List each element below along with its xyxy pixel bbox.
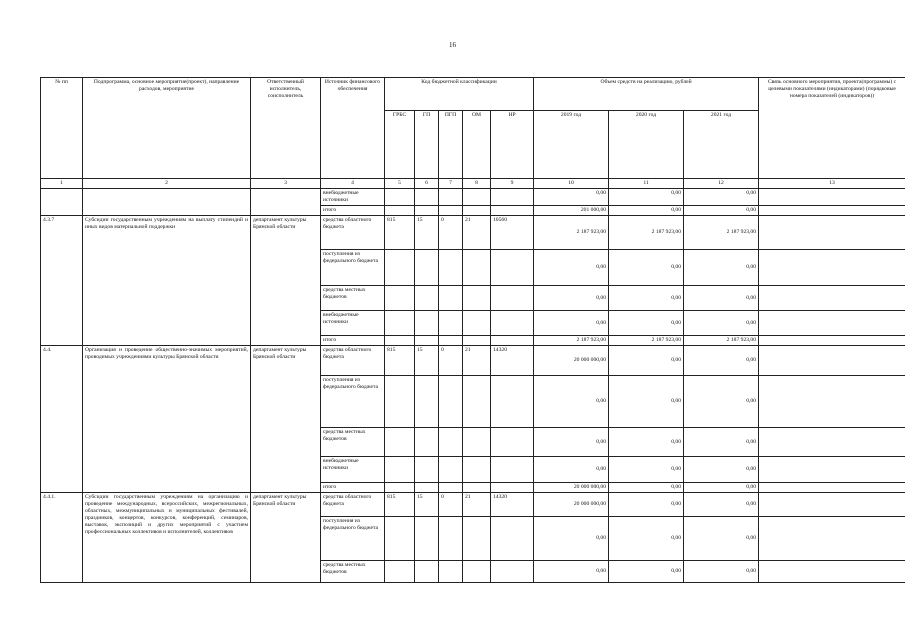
col-number: 6 — [415, 179, 439, 189]
header-om: ОМ — [463, 111, 491, 179]
table-row — [41, 346, 905, 376]
total-cell: 2 187 923,00 — [609, 336, 684, 346]
total-cell: 0,00 — [684, 206, 759, 216]
col-number: 9 — [491, 179, 534, 189]
header-np: НР — [491, 111, 534, 179]
source-label: средства областного бюджета — [321, 216, 385, 250]
amount-cell: 0,00 — [534, 286, 609, 311]
source-label: поступления из федерального бюджета — [321, 517, 385, 561]
amount-cell: 2 187 923,00 — [684, 216, 759, 250]
table-row — [41, 216, 905, 250]
header-2020: 2020 год — [609, 111, 684, 179]
total-cell: 201 000,00 — [534, 206, 609, 216]
item-name: Субсидии государственным учреждениям на выплату стипендий и иных видов материальной поддержки — [83, 216, 251, 346]
amount-cell: 0,00 — [684, 457, 759, 483]
amount-cell: 0,00 — [534, 561, 609, 583]
item-responsible: департамент культуры Брянской области — [251, 346, 321, 493]
pgp-cell: 0 — [439, 216, 463, 250]
amount-cell: 0,00 — [609, 493, 684, 517]
source-label: внебюджетные источники — [321, 189, 385, 206]
amount-cell: 0,00 — [534, 311, 609, 336]
amount-cell: 0,00 — [534, 428, 609, 457]
total-cell: 2 187 923,00 — [534, 336, 609, 346]
page-number: 16 — [449, 41, 456, 49]
amount-cell: 0,00 — [609, 311, 684, 336]
header-link: Связь основного мероприятия, проекта(программы) с целевыми показателями (индикаторами) (порядковые номера показателей (индикаторов)) — [759, 78, 905, 179]
header-responsible: Ответственный исполнитель, соисполнитель — [251, 78, 321, 179]
budget-table — [40, 77, 905, 583]
source-label: средства местных бюджетов — [321, 428, 385, 457]
item-name: Организация и проведение общественно-значимых мероприятий, проводимых учреждениями культуры Брянской области — [83, 346, 251, 493]
header-volume: Объем средств на реализацию, рублей — [534, 78, 759, 111]
grbs-cell: 815 — [385, 493, 415, 517]
np-cell: 14320 — [491, 493, 534, 517]
item-number: 4.4.1. — [41, 493, 83, 583]
col-number: 8 — [463, 179, 491, 189]
source-label: средства местных бюджетов — [321, 286, 385, 311]
np-cell: 10560 — [491, 216, 534, 250]
amount-cell: 0,00 — [609, 376, 684, 428]
om-cell: 21 — [463, 346, 491, 376]
header-row-1 — [41, 78, 905, 111]
om-cell: 21 — [463, 493, 491, 517]
total-cell: 0,00 — [609, 483, 684, 493]
om-cell: 21 — [463, 216, 491, 250]
item-name: Субсидии государственным учреждениям на организацию и проведение международных, всероссийских, межрегиональных, областных, межмуниципальных и муниципальных фестивалей, праздников, концертов, конкурсов, конференций, семинаров, выставок, экспозиций и других мероприятий с участием профессиональных коллективов и исполнителей, коллективов — [83, 493, 251, 583]
source-label: средства областного бюджета — [321, 346, 385, 376]
header-subprogram: Подпрограмма, основное мероприятие(проект), направление расходов, мероприятие — [83, 78, 251, 179]
amount-cell: 0,00 — [684, 493, 759, 517]
amount-cell: 20 000 000,00 — [534, 493, 609, 517]
amount-cell: 0,00 — [609, 346, 684, 376]
source-label: внебюджетные источники — [321, 311, 385, 336]
item-number: 4.4. — [41, 346, 83, 493]
table-row — [41, 493, 905, 517]
amount-cell: 0,00 — [609, 189, 684, 206]
header-2019: 2019 год — [534, 111, 609, 179]
amount-cell: 0,00 — [534, 457, 609, 483]
col-number: 7 — [439, 179, 463, 189]
amount-cell: 0,00 — [609, 286, 684, 311]
amount-cell: 0,00 — [684, 286, 759, 311]
total-label: итого — [321, 336, 385, 346]
header-2021: 2021 год — [684, 111, 759, 179]
col-number: 13 — [759, 179, 905, 189]
total-cell: 2 187 923,00 — [684, 336, 759, 346]
source-label: средства областного бюджета — [321, 493, 385, 517]
col-number: 11 — [609, 179, 684, 189]
amount-cell: 0,00 — [609, 250, 684, 286]
amount-cell: 20 000 000,00 — [534, 346, 609, 376]
header-source: Источник финансового обеспечения — [321, 78, 385, 179]
amount-cell: 0,00 — [534, 250, 609, 286]
source-label: поступления из федерального бюджета — [321, 250, 385, 286]
amount-cell: 0,00 — [684, 250, 759, 286]
item-number: 4.3.7 — [41, 216, 83, 346]
item-responsible: департамент культуры Брянской области — [251, 493, 321, 583]
col-number: 10 — [534, 179, 609, 189]
header-num: № пп — [41, 78, 83, 179]
amount-cell: 0,00 — [684, 376, 759, 428]
header-pgp: ПГП — [439, 111, 463, 179]
col-number: 3 — [251, 179, 321, 189]
amount-cell: 0,00 — [534, 189, 609, 206]
amount-cell: 0,00 — [684, 346, 759, 376]
amount-cell: 0,00 — [684, 428, 759, 457]
col-number: 2 — [83, 179, 251, 189]
col-number: 4 — [321, 179, 385, 189]
amount-cell: 2 187 923,00 — [534, 216, 609, 250]
pgp-cell: 0 — [439, 493, 463, 517]
table-row — [41, 189, 905, 206]
header-gp: ГП — [415, 111, 439, 179]
pgp-cell: 0 — [439, 346, 463, 376]
amount-cell: 0,00 — [534, 517, 609, 561]
amount-cell: 0,00 — [609, 561, 684, 583]
amount-cell: 0,00 — [684, 189, 759, 206]
col-number: 12 — [684, 179, 759, 189]
total-label: итого — [321, 483, 385, 493]
item-responsible: департамент культуры Брянской области — [251, 216, 321, 346]
total-label: итого — [321, 206, 385, 216]
amount-cell: 0,00 — [534, 376, 609, 428]
amount-cell: 0,00 — [684, 561, 759, 583]
grbs-cell: 815 — [385, 346, 415, 376]
source-label: средства местных бюджетов — [321, 561, 385, 583]
amount-cell: 0,00 — [609, 517, 684, 561]
gp-cell: 15 — [415, 216, 439, 250]
amount-cell: 0,00 — [609, 428, 684, 457]
gp-cell: 15 — [415, 346, 439, 376]
total-cell: 20 000 000,00 — [534, 483, 609, 493]
amount-cell: 0,00 — [609, 457, 684, 483]
np-cell: 14320 — [491, 346, 534, 376]
column-numbers-row — [41, 179, 905, 189]
col-number: 5 — [385, 179, 415, 189]
col-number: 1 — [41, 179, 83, 189]
total-cell: 0,00 — [609, 206, 684, 216]
source-label: внебюджетные источники — [321, 457, 385, 483]
grbs-cell: 815 — [385, 216, 415, 250]
total-cell: 0,00 — [684, 483, 759, 493]
gp-cell: 15 — [415, 493, 439, 517]
amount-cell: 0,00 — [684, 311, 759, 336]
header-budget-code: Код бюджетной классификации — [385, 78, 534, 111]
amount-cell: 0,00 — [684, 517, 759, 561]
amount-cell: 2 187 923,00 — [609, 216, 684, 250]
header-grbs: ГРБС — [385, 111, 415, 179]
source-label: поступления из федерального бюджета — [321, 376, 385, 428]
